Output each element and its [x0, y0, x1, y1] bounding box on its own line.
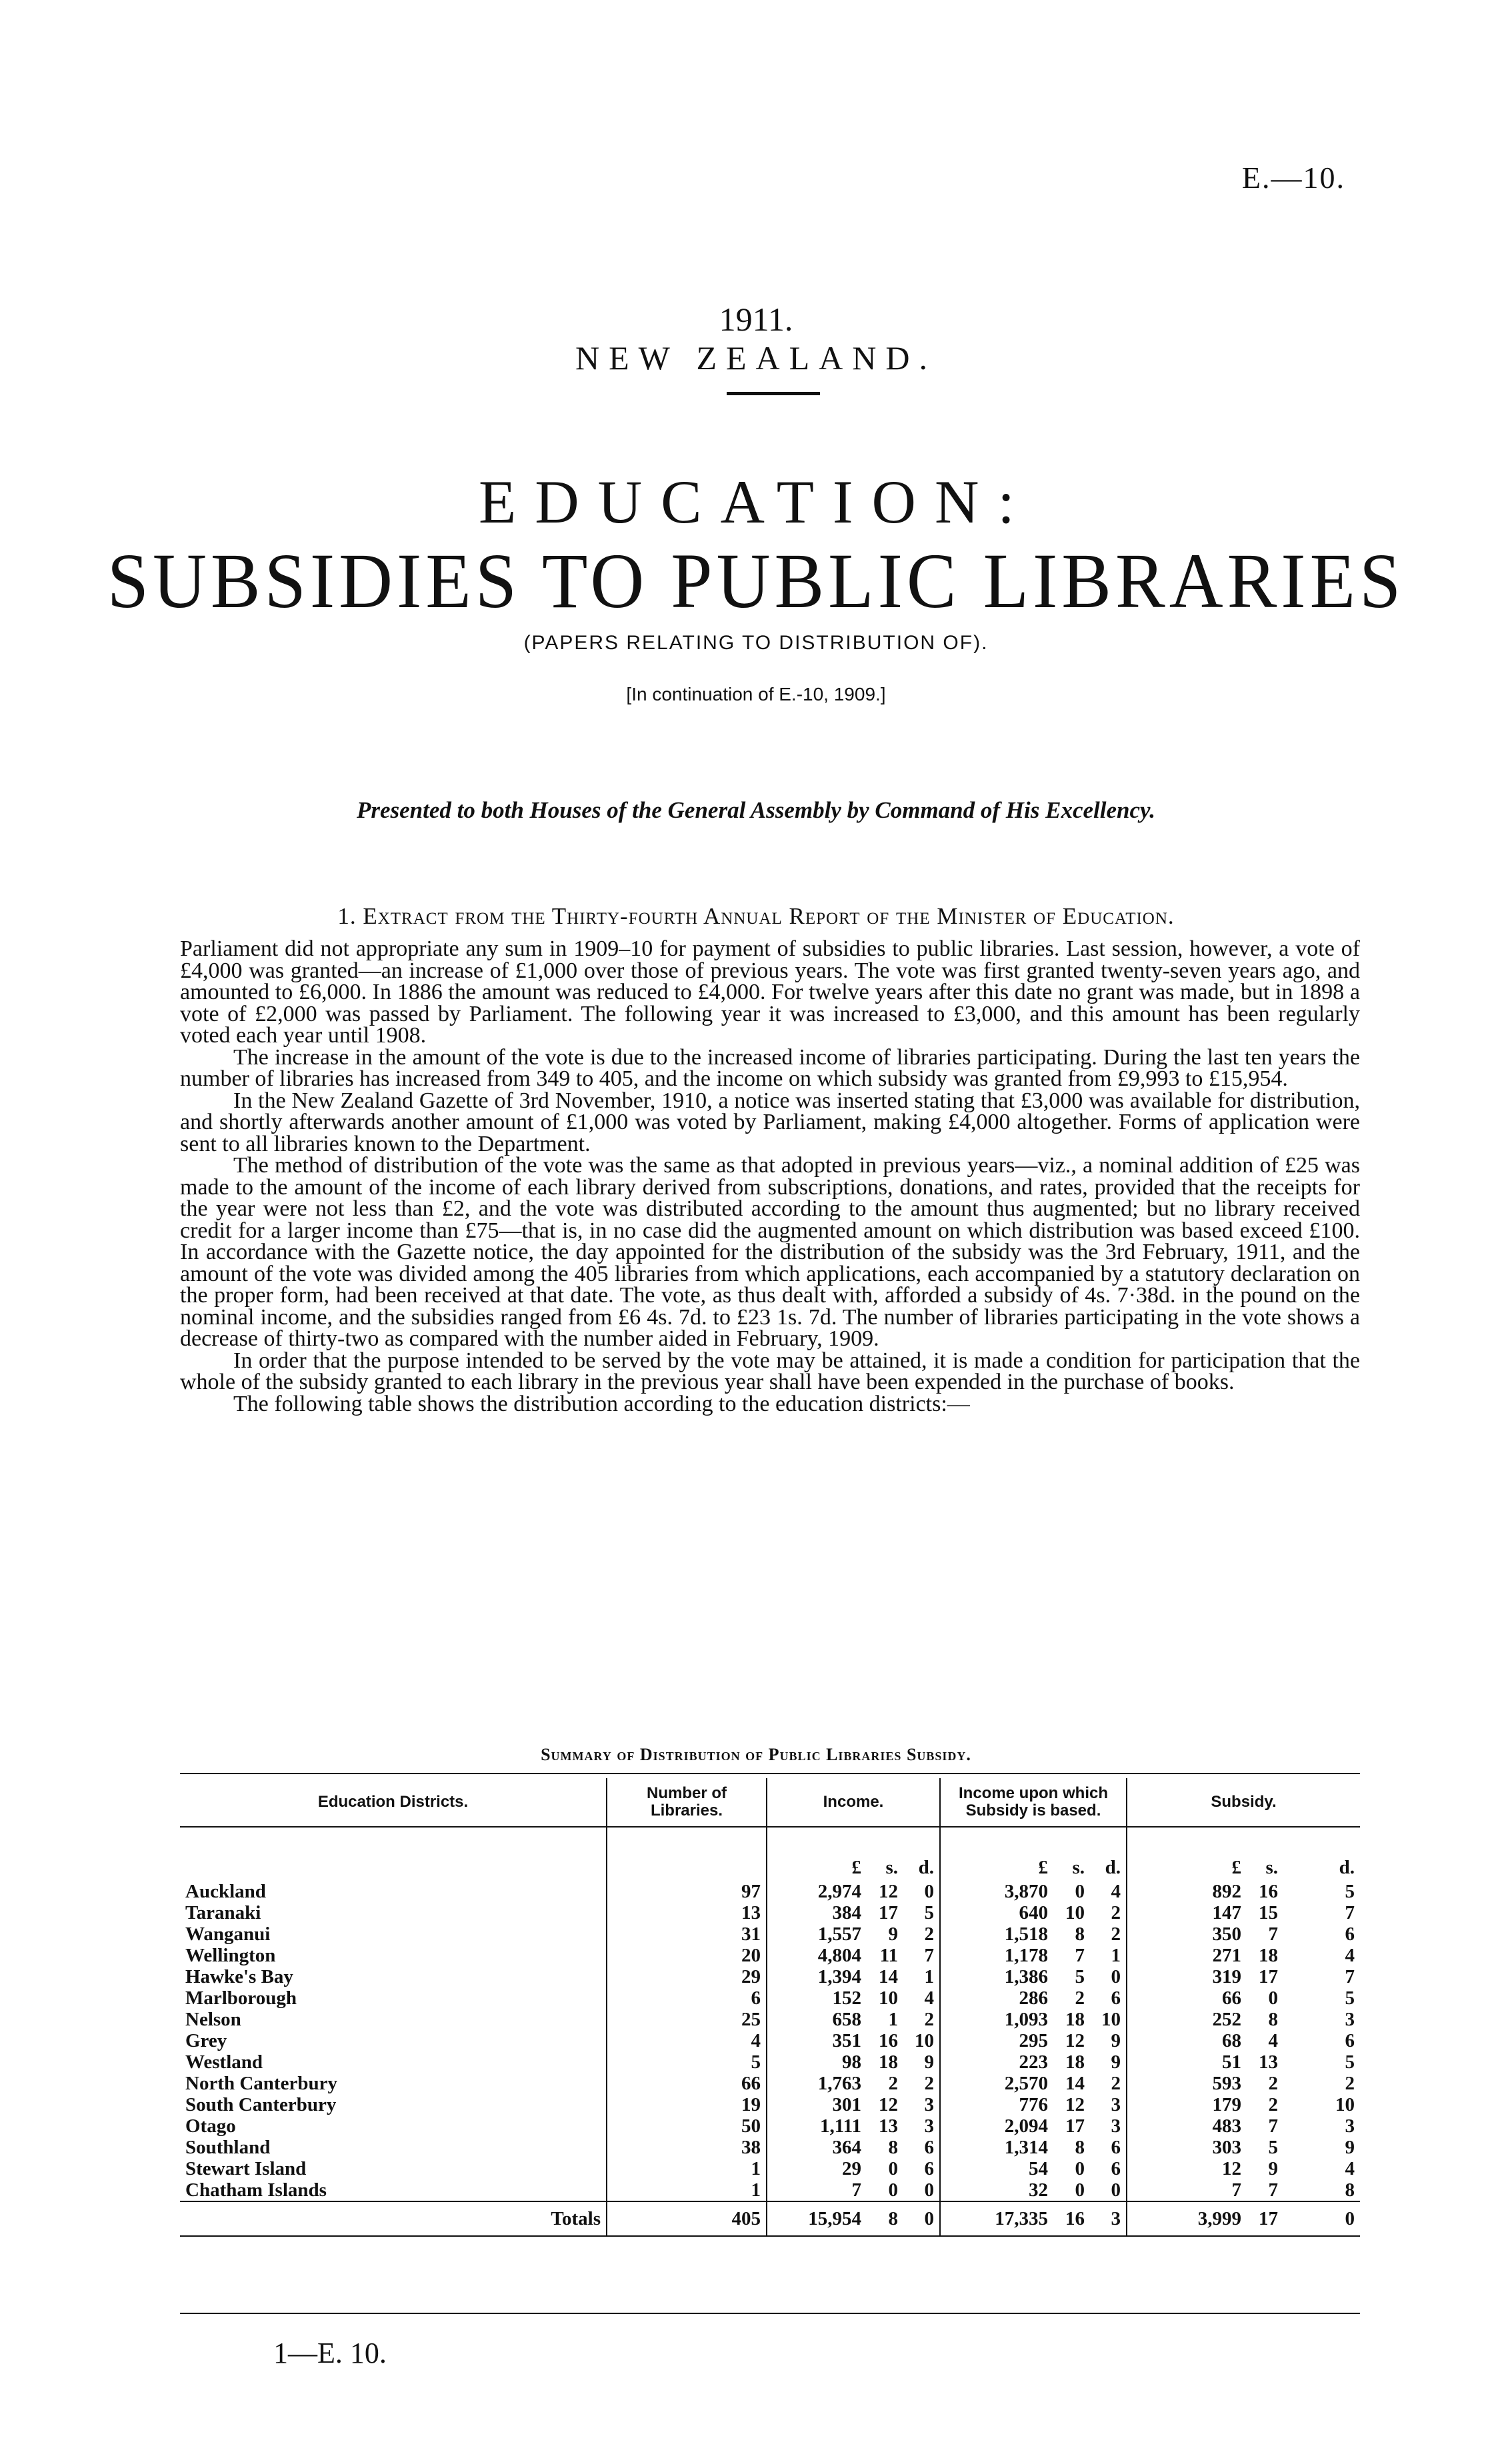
table-body	[180, 1827, 1360, 2236]
subsidy-pounds-cell: 303	[1127, 2137, 1247, 2158]
footer-page-code: 1—E. 10.	[273, 2337, 387, 2369]
table-row	[180, 1923, 1360, 1945]
unit-shillings: s.	[885, 1857, 898, 1878]
income-based-pence-cell: 2	[1111, 2073, 1121, 2094]
income-based-pounds-cell: 1,518	[940, 1923, 1053, 1945]
income-pounds-cell: 351	[767, 2030, 867, 2051]
subsidy-pounds-cell: 319	[1127, 1966, 1247, 1987]
income-shillings-cell: 8	[888, 2137, 898, 2158]
income-pounds-cell: 7	[767, 2179, 867, 2201]
income-based-pounds-cell: 295	[940, 2030, 1053, 2051]
income-based-pounds-cell: 286	[940, 1987, 1053, 2009]
income-based-shillings-cell: 0	[1075, 2158, 1085, 2179]
table-row	[180, 2094, 1360, 2115]
subsidy-pounds-cell: 593	[1127, 2073, 1247, 2094]
subsidy-shillings-cell: 7	[1268, 2115, 1278, 2137]
income-shillings-cell: 18	[879, 2051, 898, 2073]
subsidy-pence-cell: 6	[1345, 2030, 1355, 2051]
income-shillings-cell: 10	[879, 1987, 898, 2009]
subsidy-pounds-cell: 892	[1127, 1881, 1247, 1902]
income-based-shillings-cell: 7	[1075, 1945, 1085, 1966]
libraries-cell: 29	[607, 1966, 767, 1987]
libraries-cell: 1	[607, 2179, 767, 2201]
income-pounds-cell: 301	[767, 2094, 867, 2115]
income-shillings-cell: 8	[867, 2201, 903, 2236]
libraries-cell: 25	[607, 2009, 767, 2030]
district-cell: South Canterbury	[185, 2094, 337, 2115]
income-pounds-cell: 1,394	[767, 1966, 867, 1987]
income-shillings-cell: 1	[888, 2009, 898, 2030]
table-bottom-rule	[180, 2313, 1360, 2314]
income-based-pounds-cell: 640	[940, 1902, 1053, 1923]
totals-row	[180, 2201, 1360, 2236]
district-cell: Taranaki	[185, 1902, 261, 1923]
subsidy-pence-cell: 7	[1345, 1966, 1355, 1987]
country: NEW ZEALAND.	[575, 339, 937, 377]
income-shillings-cell: 16	[879, 2030, 898, 2051]
page-code: E.—10.	[1241, 161, 1345, 195]
income-based-pence-cell: 2	[1111, 1923, 1121, 1945]
income-based-shillings-cell: 0	[1075, 2179, 1085, 2201]
body-text	[180, 938, 1360, 1415]
subsidy-shillings-cell: 15	[1259, 1902, 1278, 1923]
income-based-shillings-cell: 14	[1065, 2073, 1085, 2094]
income-pence-cell: 2	[924, 2009, 934, 2030]
subsidy-pence-cell: 5	[1345, 1987, 1355, 2009]
subsidy-pounds-cell: 3,999	[1127, 2201, 1247, 2236]
subsidy-shillings-cell: 16	[1259, 1881, 1278, 1902]
income-pounds-cell: 152	[767, 1987, 867, 2009]
income-pence-cell: 4	[924, 1987, 934, 2009]
income-pounds-cell: 364	[767, 2137, 867, 2158]
header-subsidy: Subsidy.	[1127, 1778, 1360, 1827]
income-based-shillings-cell: 12	[1065, 2094, 1085, 2115]
district-cell: Stewart Island	[185, 2158, 307, 2179]
district-cell: Nelson	[185, 2009, 241, 2030]
subsidy-shillings-cell: 2	[1268, 2073, 1278, 2094]
table-row	[180, 1966, 1360, 1987]
unit-pounds: £	[940, 1827, 1053, 1881]
district-cell: Otago	[185, 2115, 236, 2137]
subtitle: (PAPERS RELATING TO DISTRIBUTION OF).	[523, 632, 989, 654]
unit-shillings: s.	[1265, 1857, 1278, 1878]
income-shillings-cell: 12	[879, 2094, 898, 2115]
income-pence-cell: 0	[924, 2179, 934, 2201]
income-based-pounds-cell: 54	[940, 2158, 1053, 2179]
title-line-1: EDUCATION:	[479, 468, 1033, 536]
subsidy-pence-cell: 3	[1345, 2009, 1355, 2030]
income-based-pence-cell: 9	[1111, 2030, 1121, 2051]
income-pence-cell: 5	[924, 1902, 934, 1923]
income-based-shillings-cell: 10	[1065, 1902, 1085, 1923]
unit-pounds: £	[767, 1827, 867, 1881]
income-based-pence-cell: 6	[1111, 2137, 1121, 2158]
district-cell: Marlborough	[185, 1987, 297, 2009]
presented-line: Presented to both Houses of the General Assembly by Command of His Excellency.	[356, 797, 1156, 823]
subsidy-shillings-cell: 7	[1268, 1923, 1278, 1945]
subsidy-pence-cell: 8	[1345, 2179, 1355, 2201]
paragraph: In the New Zealand Gazette of 3rd November, 1910, a notice was inserted stating that £3,000 was available for distribution, and shortly afterwards another amount of £1,000 was voted by Parliament, making £4,000 altogether. Forms of application were sent to all libraries known to the Department.	[180, 1088, 1360, 1156]
income-based-pounds-cell: 776	[940, 2094, 1053, 2115]
subsidy-pence-cell: 6	[1345, 1923, 1355, 1945]
income-pounds-cell: 98	[767, 2051, 867, 2073]
income-shillings-cell: 2	[888, 2073, 898, 2094]
subsidy-pounds-cell: 179	[1127, 2094, 1247, 2115]
district-cell: Hawke's Bay	[185, 1966, 293, 1987]
income-based-shillings-cell: 18	[1065, 2009, 1085, 2030]
paragraph: The following table shows the distribution according to the education districts:—	[233, 1391, 970, 1416]
income-based-pounds-cell: 223	[940, 2051, 1053, 2073]
income-pounds-cell: 658	[767, 2009, 867, 2030]
unit-pounds: £	[1127, 1827, 1247, 1881]
income-based-pence-cell: 9	[1111, 2051, 1121, 2073]
income-pence-cell: 10	[915, 2030, 934, 2051]
paragraph: The method of distribution of the vote was the same as that adopted in previous years—viz., a nominal addition of £25 was made to the amount of the income of each library derived from subscriptions, donations, and rates, provided that the receipts for the year were not less than £2, and the vote was distributed according to the amount thus augmented; but no library received credit for a larger income than £75—that is, in no case did the augmented amount on which distribution was based exceed £100. In accordance with the Gazette notice, the day appointed for the distribution of the subsidy was the 3rd February, 1911, and the amount of the vote was divided among the 405 libraries from which applications, each accompanied by a statutory declaration on the proper form, had been received at that date. The vote, as thus dealt with, afforded a subsidy of 4s. 7·38d. in the pound on the nominal income, and the subsidies ranged from £6 4s. 7d. to £23 1s. 7d. The number of libraries participating in the vote shows a decrease of thirty-two as compared with the number aided in February, 1909.	[180, 1153, 1360, 1351]
income-pounds-cell: 384	[767, 1902, 867, 1923]
income-pounds-cell: 15,954	[767, 2201, 867, 2236]
income-pounds-cell: 29	[767, 2158, 867, 2179]
income-pounds-cell: 2,974	[767, 1881, 867, 1902]
subsidy-shillings-cell: 17	[1247, 2201, 1283, 2236]
table-row	[180, 2158, 1360, 2179]
libraries-cell: 50	[607, 2115, 767, 2137]
income-pence-cell: 1	[924, 1966, 934, 1987]
subsidy-pounds-cell: 271	[1127, 1945, 1247, 1966]
income-shillings-cell: 13	[879, 2115, 898, 2137]
income-pence-cell: 9	[924, 2051, 934, 2073]
income-based-pounds-cell: 1,314	[940, 2137, 1053, 2158]
income-based-pence-cell: 10	[1101, 2009, 1121, 2030]
libraries-cell: 38	[607, 2137, 767, 2158]
table-row	[180, 1987, 1360, 2009]
subsidy-pence-cell: 2	[1345, 2073, 1355, 2094]
income-shillings-cell: 9	[888, 1923, 898, 1945]
paragraph: Parliament did not appropriate any sum in 1909–10 for payment of subsidies to public libraries. Last session, however, a vote of £4,000 was granted—an increase of £1,000 over those of previous years. The vote was first granted twenty-seven years ago, and amounted to £6,000. In 1886 the amount was reduced to £4,000. For twelve years after this date no grant was made, but in 1898 a vote of £2,000 was passed by Parliament. The following year it was increased to £3,000, and this amount has been regularly voted each year until 1908.	[180, 936, 1360, 1048]
table-header-row	[180, 1778, 1360, 1827]
income-pounds-cell: 1,557	[767, 1923, 867, 1945]
table-row	[180, 2073, 1360, 2094]
income-pence-cell: 2	[924, 2073, 934, 2094]
subsidy-shillings-cell: 13	[1259, 2051, 1278, 2073]
unit-pence: d.	[918, 1857, 934, 1878]
libraries-cell: 31	[607, 1923, 767, 1945]
income-based-shillings-cell: 12	[1065, 2030, 1085, 2051]
subsidy-pounds-cell: 51	[1127, 2051, 1247, 2073]
income-based-pence-cell: 0	[1111, 1966, 1121, 1987]
income-based-pence-cell: 3	[1090, 2201, 1127, 2236]
district-cell: Chatham Islands	[185, 2179, 327, 2201]
income-based-pence-cell: 6	[1111, 1987, 1121, 2009]
district-cell: Southland	[185, 2137, 271, 2158]
unit-row	[180, 1827, 1360, 1881]
subsidy-pounds-cell: 483	[1127, 2115, 1247, 2137]
income-pence-cell: 2	[924, 1923, 934, 1945]
table-row	[180, 1945, 1360, 1966]
subsidy-shillings-cell: 9	[1268, 2158, 1278, 2179]
district-cell: Grey	[185, 2030, 227, 2051]
continuation-note: [In continuation of E.-10, 1909.]	[626, 684, 886, 704]
libraries-cell: 5	[607, 2051, 767, 2073]
subsidy-pence-cell: 5	[1345, 1881, 1355, 1902]
income-pence-cell: 0	[924, 1881, 934, 1902]
income-based-pounds-cell: 1,178	[940, 1945, 1053, 1966]
year: 1911.	[719, 301, 793, 338]
subsidy-pounds-cell: 66	[1127, 1987, 1247, 2009]
divider-rule	[727, 392, 820, 395]
income-based-shillings-cell: 16	[1053, 2201, 1090, 2236]
income-shillings-cell: 14	[879, 1966, 898, 1987]
income-shillings-cell: 11	[879, 1945, 898, 1966]
income-based-pence-cell: 2	[1111, 1902, 1121, 1923]
income-based-pounds-cell: 32	[940, 2179, 1053, 2201]
subsidy-pence-cell: 5	[1345, 2051, 1355, 2073]
subsidy-pence-cell: 4	[1345, 1945, 1355, 1966]
table-row	[180, 1881, 1360, 1902]
header-libraries: Number of Libraries.	[607, 1778, 767, 1827]
unit-shillings: s.	[1072, 1857, 1085, 1878]
libraries-cell: 4	[607, 2030, 767, 2051]
income-based-shillings-cell: 0	[1075, 1881, 1085, 1902]
income-pence-cell: 0	[903, 2201, 940, 2236]
income-pence-cell: 7	[924, 1945, 934, 1966]
income-based-pence-cell: 3	[1111, 2094, 1121, 2115]
subsidy-shillings-cell: 5	[1268, 2137, 1278, 2158]
libraries-cell: 19	[607, 2094, 767, 2115]
subsidy-shillings-cell: 8	[1268, 2009, 1278, 2030]
income-shillings-cell: 0	[888, 2158, 898, 2179]
table-row	[180, 2179, 1360, 2201]
subsidy-shillings-cell: 0	[1268, 1987, 1278, 2009]
subsidy-shillings-cell: 2	[1268, 2094, 1278, 2115]
subsidy-shillings-cell: 17	[1259, 1966, 1278, 1987]
income-shillings-cell: 0	[888, 2179, 898, 2201]
income-based-shillings-cell: 5	[1075, 1966, 1085, 1987]
income-based-pence-cell: 4	[1111, 1881, 1121, 1902]
subsidy-pence-cell: 10	[1335, 2094, 1355, 2115]
income-based-shillings-cell: 8	[1075, 1923, 1085, 1945]
table-top-rule	[180, 1773, 1360, 1774]
subsidy-shillings-cell: 7	[1268, 2179, 1278, 2201]
subsidy-pounds-cell: 147	[1127, 1902, 1247, 1923]
paragraph: In order that the purpose intended to be served by the vote may be attained, it is made a condition for participation that the whole of the subsidy granted to each library in the previous year shall have been expended in the purchase of books.	[180, 1348, 1360, 1394]
header-income-based: Income upon which Subsidy is based.	[940, 1778, 1127, 1827]
libraries-cell: 20	[607, 1945, 767, 1966]
subsidy-shillings-cell: 4	[1268, 2030, 1278, 2051]
header-income: Income.	[767, 1778, 940, 1827]
summary-table	[180, 1778, 1360, 2237]
subsidy-pounds-cell: 350	[1127, 1923, 1247, 1945]
table-row	[180, 2115, 1360, 2137]
income-based-pounds-cell: 1,093	[940, 2009, 1053, 2030]
district-cell: Westland	[185, 2051, 263, 2073]
income-based-pounds-cell: 3,870	[940, 1881, 1053, 1902]
table-row	[180, 2030, 1360, 2051]
income-pence-cell: 3	[924, 2094, 934, 2115]
income-based-pence-cell: 3	[1111, 2115, 1121, 2137]
income-shillings-cell: 17	[879, 1902, 898, 1923]
income-pounds-cell: 1,111	[767, 2115, 867, 2137]
subsidy-pence-cell: 4	[1345, 2158, 1355, 2179]
income-pence-cell: 6	[924, 2137, 934, 2158]
libraries-cell: 97	[607, 1881, 767, 1902]
subsidy-pounds-cell: 12	[1127, 2158, 1247, 2179]
table-row	[180, 2051, 1360, 2073]
district-cell: Totals	[180, 2201, 607, 2236]
libraries-cell: 13	[607, 1902, 767, 1923]
unit-pence: d.	[1339, 1857, 1355, 1878]
income-based-pounds-cell: 2,094	[940, 2115, 1053, 2137]
income-pounds-cell: 4,804	[767, 1945, 867, 1966]
income-based-shillings-cell: 8	[1075, 2137, 1085, 2158]
income-pounds-cell: 1,763	[767, 2073, 867, 2094]
unit-pence: d.	[1105, 1857, 1121, 1878]
income-based-shillings-cell: 2	[1075, 1987, 1085, 2009]
subsidy-pounds-cell: 7	[1127, 2179, 1247, 2201]
subsidy-shillings-cell: 18	[1259, 1945, 1278, 1966]
income-pence-cell: 3	[924, 2115, 934, 2137]
income-based-pounds-cell: 2,570	[940, 2073, 1053, 2094]
subsidy-pence-cell: 7	[1345, 1902, 1355, 1923]
income-based-pence-cell: 0	[1111, 2179, 1121, 2201]
libraries-cell: 405	[607, 2201, 767, 2236]
income-based-shillings-cell: 18	[1065, 2051, 1085, 2073]
table-row	[180, 1902, 1360, 1923]
income-based-pence-cell: 1	[1111, 1945, 1121, 1966]
subsidy-pounds-cell: 68	[1127, 2030, 1247, 2051]
header-district: Education Districts.	[180, 1778, 607, 1827]
table-row	[180, 2137, 1360, 2158]
libraries-cell: 1	[607, 2158, 767, 2179]
table-caption: Summary of Distribution of Public Libraries Subsidy.	[541, 1745, 971, 1764]
income-shillings-cell: 12	[879, 1881, 898, 1902]
libraries-cell: 6	[607, 1987, 767, 2009]
district-cell: Auckland	[185, 1881, 266, 1902]
district-cell: Wanganui	[185, 1923, 271, 1945]
district-cell: North Canterbury	[185, 2073, 337, 2094]
libraries-cell: 66	[607, 2073, 767, 2094]
title-line-2: SUBSIDIES TO PUBLIC LIBRARIES	[107, 537, 1405, 625]
income-based-pounds-cell: 1,386	[940, 1966, 1053, 1987]
income-based-shillings-cell: 17	[1065, 2115, 1085, 2137]
table-row	[180, 2009, 1360, 2030]
income-based-pounds-cell: 17,335	[940, 2201, 1053, 2236]
subsidy-pounds-cell: 252	[1127, 2009, 1247, 2030]
subsidy-pence-cell: 0	[1283, 2201, 1360, 2236]
section-heading: 1. Extract from the Thirty-fourth Annual Report of the Minister of Education.	[337, 903, 1175, 929]
paragraph: The increase in the amount of the vote is due to the increased income of libraries participating. During the last ten years the number of libraries has increased from 349 to 405, and the income on which subsidy was granted from £9,993 to £15,954.	[180, 1044, 1360, 1091]
income-based-pence-cell: 6	[1111, 2158, 1121, 2179]
district-cell: Wellington	[185, 1945, 276, 1966]
subsidy-pence-cell: 3	[1345, 2115, 1355, 2137]
income-pence-cell: 6	[924, 2158, 934, 2179]
subsidy-pence-cell: 9	[1345, 2137, 1355, 2158]
